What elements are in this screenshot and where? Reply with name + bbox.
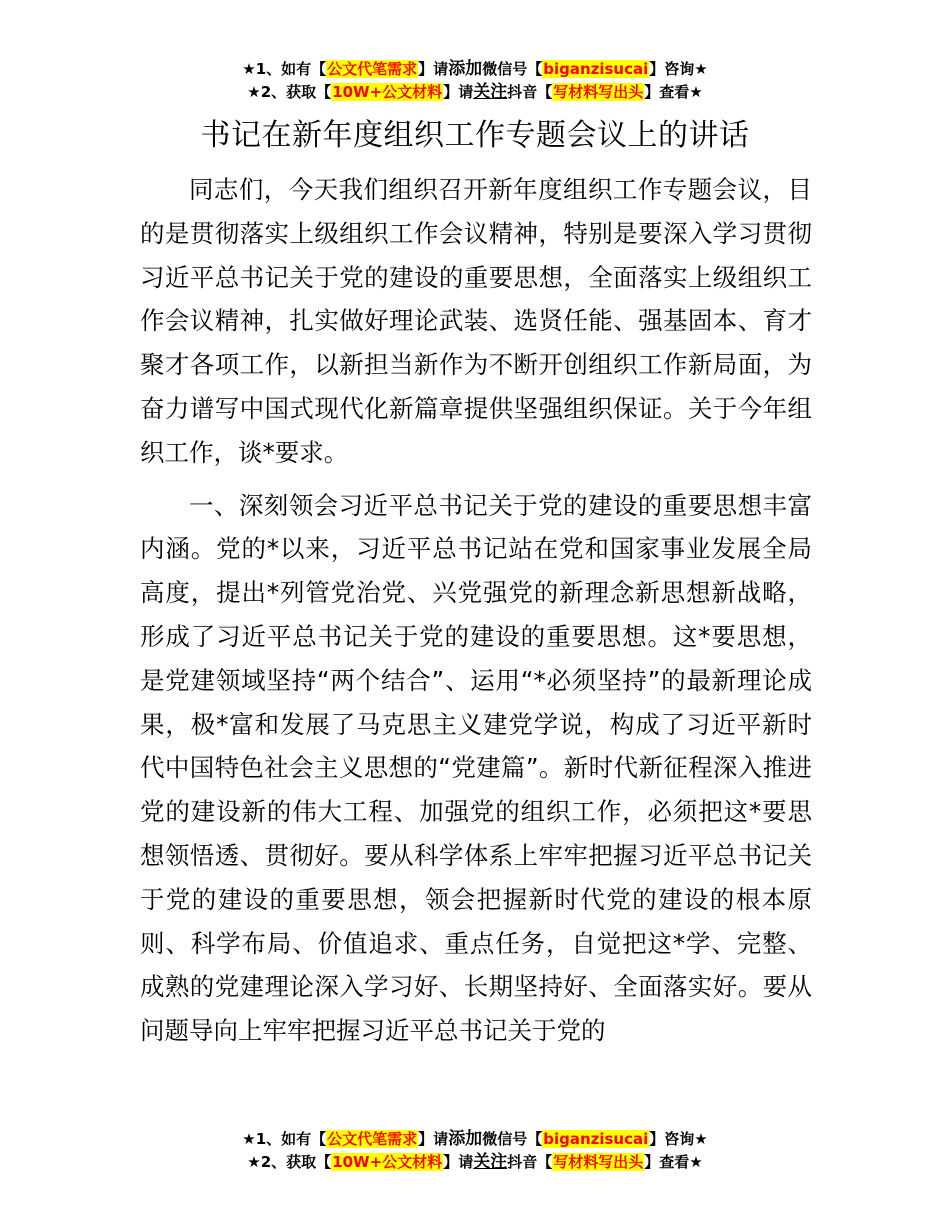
banner-highlight: biganzisucai [543, 1130, 649, 1148]
banner-text: 】查看★ [644, 1153, 703, 1171]
banner-highlight: 公文代笔需求 [327, 1130, 418, 1148]
paragraph: 一、深刻领会习近平总书记关于党的建设的重要思想丰富内涵。党的*以来，习近平总书记站在党和国家事业发展全局高度，提出*列管党治党、兴党强党的新理念新思想新战略，形成了习近平总书记关于党的建设的重要思想。这*要思想，是党建领域坚持“两个结合”、运用“*必须坚持”的最新理论成果，极*富和发展了马克思主义建党学说，构成了习近平新时代中国特色社会主义思想的“党建篇”。新时代新征程深入推进党的建设新的伟大工程、加强党的组织工作，必须把这*要思想领悟透、贯彻好。要从科学体系上牢牢把握习近平总书记关于党的建设的重要思想，领会把握新时代党的建设的根本原则、科学布局、价值追求、重点任务，自觉把这*学、完整、成熟的党建理论深入学习好、长期坚持好、全面落实好。要从问题导向上牢牢把握习近平总书记关于党的 [140, 490, 812, 1046]
banner-highlight: 写材料写出头 [553, 83, 644, 101]
document-body [140, 168, 812, 1053]
banner-text: ★1、如有【 [242, 1130, 327, 1148]
banner-emphasis: 关注 [473, 1152, 508, 1172]
banner-text: 】请 [443, 1153, 474, 1171]
banner-text: 】请 [418, 1130, 449, 1148]
banner-text: 抖音【 [507, 1153, 553, 1171]
banner-highlight: 写材料写出头 [553, 1153, 644, 1171]
banner-text: 】请 [418, 60, 449, 78]
banner-text: 微信号【 [482, 60, 543, 78]
document-title: 书记在新年度组织工作专题会议上的讲话 [200, 118, 750, 153]
paragraph: 同志们，今天我们组织召开新年度组织工作专题会议，目的是贯彻落实上级组织工作会议精神，特别是要深入学习贯彻习近平总书记关于党的建设的重要思想，全面落实上级组织工作会议精神，扎实做好理论武装、选贤任能、强基固本、育才聚才各项工作，以新担当新作为不断开创组织工作新局面，为奋力谱写中国式现代化新篇章提供坚强组织保证。关于今年组织工作，谈*要求。 [140, 175, 812, 467]
banner-text: ★2、获取【 [247, 83, 332, 101]
footer-banner [0, 1128, 950, 1174]
banner-text: ★1、如有【 [242, 60, 327, 78]
banner-text: ★2、获取【 [247, 1153, 332, 1171]
banner-emphasis: 添加 [448, 59, 483, 79]
banner-text: 抖音【 [507, 83, 553, 101]
banner-text: 】请 [443, 83, 474, 101]
banner-line-2 [0, 81, 950, 104]
banner-highlight: 10W+公文材料 [332, 83, 443, 101]
banner-line-1 [0, 1128, 950, 1151]
header-banner [0, 58, 950, 104]
banner-text: 】咨询★ [649, 60, 708, 78]
banner-line-1 [0, 58, 950, 81]
banner-highlight: biganzisucai [543, 60, 649, 78]
banner-emphasis: 添加 [448, 1129, 483, 1149]
banner-text: 微信号【 [482, 1130, 543, 1148]
banner-line-2 [0, 1151, 950, 1174]
banner-highlight: 公文代笔需求 [327, 60, 418, 78]
banner-emphasis: 关注 [473, 82, 508, 102]
banner-text: 】咨询★ [649, 1130, 708, 1148]
banner-text: 】查看★ [644, 83, 703, 101]
banner-highlight: 10W+公文材料 [332, 1153, 443, 1171]
